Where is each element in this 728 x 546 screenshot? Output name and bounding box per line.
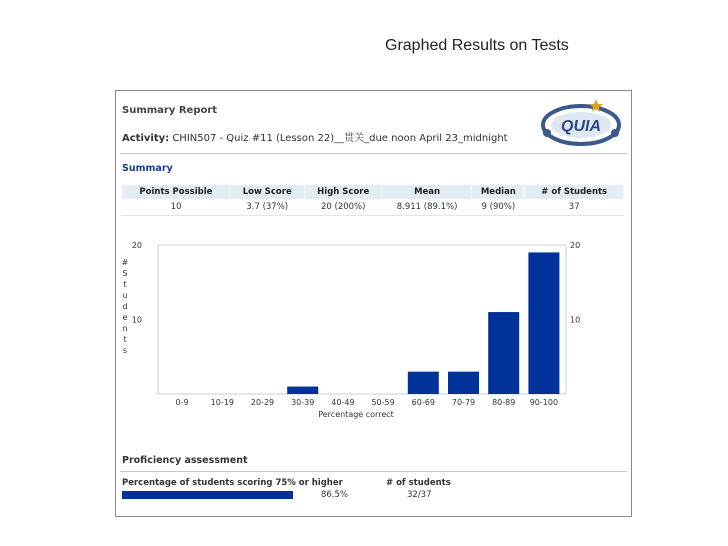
proficiency-divider <box>120 471 627 472</box>
activity-line <box>122 129 508 144</box>
x-tick-label: 60-69 <box>411 398 435 407</box>
proficiency-heading: Proficiency assessment <box>122 455 248 466</box>
report-title: Summary Report <box>122 105 218 116</box>
x-tick-label: 80-89 <box>492 398 516 407</box>
col-points-possible: Points Possible <box>122 185 230 199</box>
cell-num-students: 37 <box>525 199 624 216</box>
proficiency-bar-track <box>122 491 320 499</box>
x-tick-label: 40-49 <box>331 398 355 407</box>
y-axis-label-letter: n <box>122 324 128 333</box>
proficiency-bar <box>122 491 293 499</box>
y-axis-label-letter: s <box>122 346 128 355</box>
cell-points-possible: 10 <box>122 199 230 216</box>
histogram-bar <box>488 312 519 394</box>
x-axis-label: Percentage correct <box>318 410 394 419</box>
proficiency-percent: 86.5% <box>321 490 349 500</box>
y-axis-label-letter: # <box>121 258 129 267</box>
x-tick-label: 0-9 <box>175 398 189 407</box>
y-axis-label-letter: d <box>122 302 128 311</box>
x-tick-label: 10-19 <box>210 398 234 407</box>
x-tick-label: 90-100 <box>529 398 559 407</box>
cell-mean: 8.911 (89.1%) <box>382 199 471 216</box>
quia-logo <box>538 97 624 149</box>
y-axis-label-letter: t <box>123 335 127 344</box>
activity-label: Activity: <box>122 133 170 144</box>
histogram-bar <box>528 252 559 394</box>
score-histogram <box>116 231 631 427</box>
col-median: Median <box>472 185 525 199</box>
y-axis-label-letter: t <box>123 280 127 289</box>
col-low-score: Low Score <box>230 185 304 199</box>
slide-title: Graphed Results on Tests <box>385 37 569 54</box>
y-axis-label-letter: u <box>122 291 128 300</box>
summary-heading: Summary <box>122 163 173 174</box>
cell-low-score: 3.7 (37%) <box>230 199 304 216</box>
table-row <box>122 199 624 216</box>
y-tick-label-left: 10 <box>131 315 142 325</box>
proficiency-label: Percentage of students scoring 75% or higher <box>122 478 343 488</box>
col-high-score: High Score <box>304 185 382 199</box>
student-count-header: # of students <box>386 478 451 488</box>
x-tick-label: 20-29 <box>250 398 275 407</box>
summary-report-panel <box>115 90 632 517</box>
activity-name: CHIN507 - Quiz #11 (Lesson 22)__贯关_due noon April 23_midnight <box>172 133 508 144</box>
y-axis-label-letter: e <box>122 313 128 322</box>
header-divider <box>120 153 627 154</box>
x-tick-label: 70-79 <box>451 398 476 407</box>
x-tick-label: 30-39 <box>291 398 315 407</box>
histogram-bar <box>408 372 439 394</box>
y-tick-label-left: 20 <box>131 241 142 250</box>
col-num-students: # of Students <box>525 185 624 199</box>
histogram-bar <box>287 387 318 394</box>
y-tick-label-right: 20 <box>570 241 581 250</box>
summary-table <box>122 185 624 216</box>
col-mean: Mean <box>382 185 471 199</box>
y-axis-label-letter: S <box>122 269 128 278</box>
cell-high-score: 20 (200%) <box>304 199 382 216</box>
histogram-bar <box>448 372 479 394</box>
y-tick-label-right: 10 <box>570 315 581 325</box>
logo-text: QUIA <box>561 118 601 135</box>
cell-median: 9 (90%) <box>472 199 525 216</box>
student-count: 32/37 <box>407 490 432 500</box>
x-tick-label: 50-59 <box>371 398 395 407</box>
